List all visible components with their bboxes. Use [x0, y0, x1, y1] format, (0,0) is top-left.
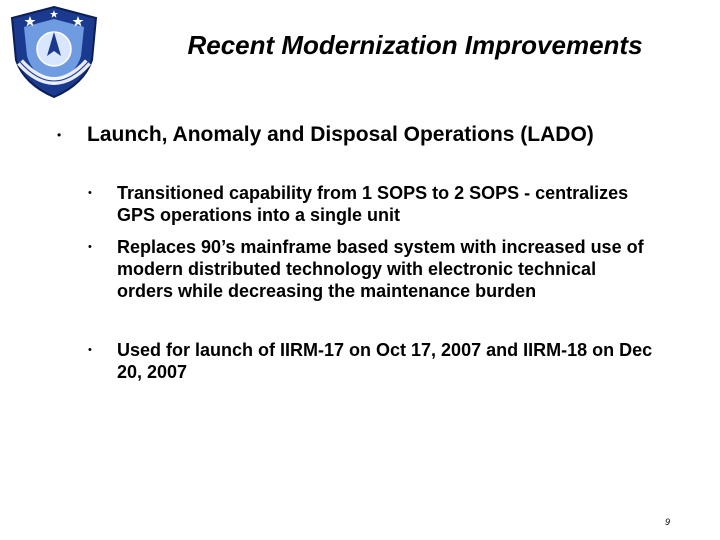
page-number: 9: [665, 517, 671, 527]
slide-title: Recent Modernization Improvements: [187, 30, 643, 60]
bullet-marker: •: [57, 128, 62, 142]
air-force-space-command-emblem: [6, 4, 102, 100]
sub-bullet-text: Transitioned capability from 1 SOPS to 2 SOPS - centralizes GPS operations into a single unit: [117, 183, 629, 225]
sub-bullet-text: Used for launch of IIRM-17 on Oct 17, 2007 and IIRM-18 on Dec 20, 2007: [117, 340, 653, 382]
sub-bullet-marker: •: [88, 241, 92, 253]
sub-bullet-text: Replaces 90’s mainframe based system with increased use of modern distributed technology with electronic technical orders while decreasing the maintenance burden: [117, 237, 644, 301]
sub-bullet-marker: •: [88, 187, 92, 199]
main-bullet-text: Launch, Anomaly and Disposal Operations (LADO): [87, 123, 594, 146]
sub-bullet-marker: •: [88, 344, 92, 356]
